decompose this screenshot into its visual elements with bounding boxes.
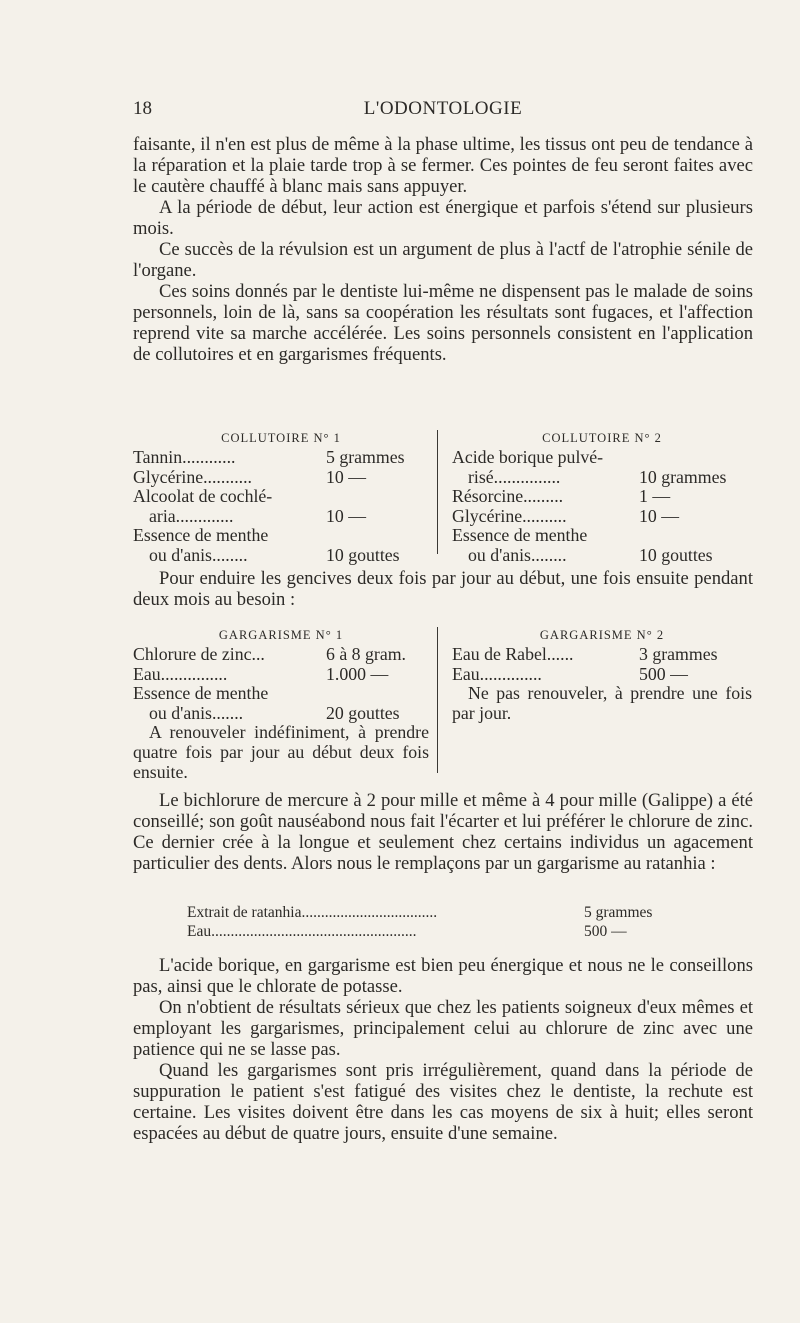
ingredient-row: Résorcine......... 1 — <box>452 486 671 507</box>
instruction-text <box>133 568 753 610</box>
collutoire-1 <box>133 428 429 566</box>
ingredient-row: Essence de menthe <box>133 683 269 704</box>
dosage-note: Ne pas renouveler, à prendre une fois par jour. <box>452 683 752 723</box>
ingredient-row: Eau de Rabel...... 3 grammes <box>452 644 718 664</box>
ingredient-row: Acide borique pulvé- <box>452 447 604 467</box>
ingredient-row: risé............... 10 grammes <box>468 466 727 487</box>
ingredient-row: Tannin............ 5 grammes <box>133 447 405 467</box>
paragraph: L'acide borique, en gargarisme est bien peu énergique et nous ne le conseillons pas, ainsi que le chlorate de potasse. <box>133 955 753 997</box>
dosage-note: A renouveler indéfiniment, à prendre quatre fois par jour au début deux fois ensuite. <box>133 722 429 782</box>
ingredient-row: Glycérine.......... 10 — <box>452 505 680 526</box>
ingredient-row: ou d'anis........ 10 gouttes <box>149 544 400 565</box>
recipe-title: COLLUTOIRE N° 2 <box>542 431 662 445</box>
ingredient-row: Alcoolat de cochlé- <box>133 486 273 507</box>
intro-text <box>133 134 753 365</box>
running-header <box>133 98 753 126</box>
recipe-title: GARGARISME N° 2 <box>539 628 665 642</box>
bichlorure-text <box>133 790 753 874</box>
gargarismes-block <box>133 625 753 782</box>
paragraph: Le bichlorure de mercure à 2 pour mille et même à 4 pour mille (Galippe) a été conseillé; son goût nauséabond nous fait l'écarter et lui préférer le chlorure de zinc. Ce dernier crée à la longue et seulement chez certains individus un agacement particulier des dents. Alors nous le remplaçons par un gargarisme au ratanhia : <box>133 790 753 874</box>
paragraph: faisante, il n'en est plus de même à la phase ultime, les tissus ont peu de tendance à la réparation et la plaie tarde trop à se fermer. Ces pointes de feu seront faites avec le cautère chauffé à blanc mais sans appuyer. <box>133 134 753 197</box>
paragraph: Quand les gargarismes sont pris irrégulièrement, quand dans la période de suppuration le patient s'est fatigué des visites chez le dentiste, la rechute est certaine. Les visites doivent être dans les cas moyens de six à huit; elles seront espacées au début de quatre jours, ensuite d'une semaine. <box>133 1060 753 1144</box>
ingredient-row: Eau............... 1.000 — <box>133 663 389 684</box>
paragraph: Ce succès de la révulsion est un argument de plus à l'actf de l'atrophie sénile de l'organe. <box>133 239 753 281</box>
ratanhia-recipe <box>187 903 707 941</box>
gargarisme-1 <box>133 625 429 782</box>
paragraph: On n'obtient de résultats sérieux que chez les patients soigneux d'eux mêmes et employant les gargarismes, principalement celui au chlorure de zinc avec une patience qui ne se lasse pas. <box>133 997 753 1060</box>
ingredient-row: Essence de menthe <box>452 525 588 546</box>
closing-text <box>133 955 753 1144</box>
column-divider <box>437 627 438 773</box>
paragraph: A la période de début, leur action est énergique et parfois s'étend sur plusieurs mois. <box>133 197 753 239</box>
ingredient-row: Eau..................................................... 500 — <box>187 923 627 940</box>
ingredient-row: Essence de menthe <box>133 525 269 546</box>
gargarisme-2 <box>452 625 752 723</box>
ingredient-row: Glycérine........... 10 — <box>133 466 367 487</box>
ingredient-row: Chlorure de zinc... 6 à 8 gram. <box>133 644 406 664</box>
column-divider <box>437 430 438 554</box>
ingredient-row: ou d'anis........ 10 gouttes <box>468 544 713 565</box>
ingredient-row: aria............. 10 — <box>149 505 367 526</box>
paragraph: Pour enduire les gencives deux fois par jour au début, une fois ensuite pendant deux mois au besoin : <box>133 568 753 610</box>
page-number: 18 <box>133 98 152 119</box>
recipe-title: COLLUTOIRE N° 1 <box>221 431 341 445</box>
ingredient-row: ou d'anis....... 20 gouttes <box>149 702 400 723</box>
collutoire-2 <box>452 428 752 566</box>
journal-title: L'ODONTOLOGIE <box>363 98 523 119</box>
ingredient-row: Extrait de ratanhia................................... 5 grammes <box>187 904 653 921</box>
collutoires-block <box>133 428 753 565</box>
recipe-title: GARGARISME N° 1 <box>218 628 344 642</box>
paragraph: Ces soins donnés par le dentiste lui-même ne dispensent pas le malade de soins personnels, loin de là, sans sa coopération les résultats sont fugaces, et l'affection reprend vite sa marche accélérée. Les soins personnels consistent en l'application de collutoires et en gargarismes fréquents. <box>133 281 753 365</box>
ingredient-row: Eau.............. 500 — <box>452 663 688 684</box>
